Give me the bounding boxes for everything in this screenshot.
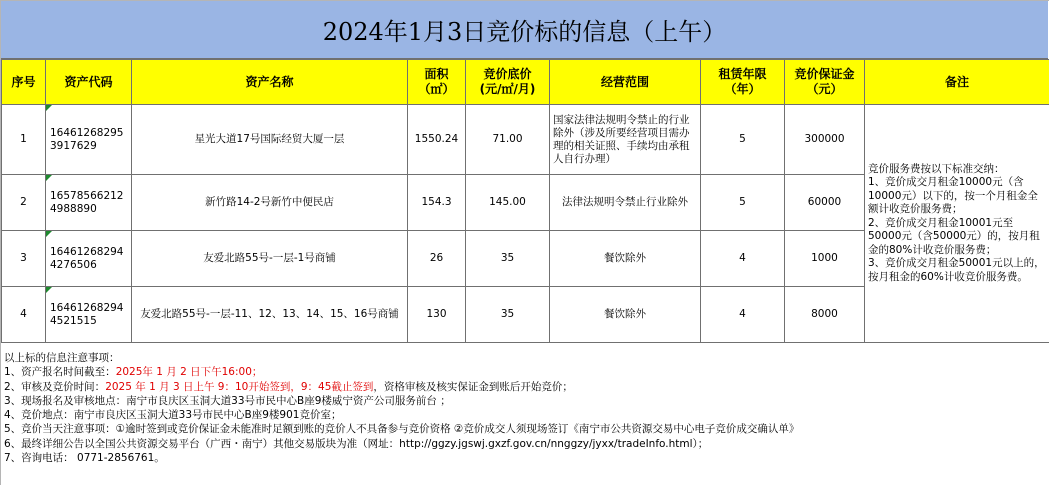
cell-scope: 餐饮除外	[550, 231, 701, 287]
header-row	[2, 60, 1049, 105]
cell-deposit: 8000	[785, 287, 865, 343]
cell-code[interactable]: 164612682953917629	[46, 105, 132, 175]
header-deposit: 竞价保证金 （元）	[785, 60, 865, 105]
cell-base-price: 35	[466, 231, 550, 287]
notes-section	[4, 351, 1044, 465]
cell-area: 154.3	[408, 175, 466, 231]
table-row	[2, 105, 1049, 175]
note-4: 4、竞价地点：南宁市良庆区玉洞大道33号市民中心B座9楼901竞价室；	[4, 409, 342, 422]
cell-scope: 法律法规明令禁止行业除外	[550, 175, 701, 231]
note-1-label: 1、资产报名时间截至：	[4, 366, 116, 379]
note-2-suffix: ，资格审核及核实保证金到账后开始竞价；	[373, 380, 573, 393]
cell-term: 4	[701, 231, 785, 287]
note-7: 7、咨询电话： 0771-2856761。	[4, 452, 165, 465]
cell-area: 130	[408, 287, 466, 343]
cell-name: 友爱北路55号-一层-1号商铺	[132, 231, 408, 287]
cell-deposit: 1000	[785, 231, 865, 287]
cell-remark: 竞价服务费按以下标准交纳： 1、竞价成交月租金10000元（含10000元）以下的，按一个月租金全额计收竞价服务费； 2、竞价成交月租金10001元至50000元（含50000元）的，按月租金的80%计收竞价服务费； 3、竞价成交月租金50001元以上的，按月租金的60%计收竞价服务费。	[865, 105, 1049, 343]
cell-no: 4	[2, 287, 46, 343]
header-code: 资产代码	[46, 60, 132, 105]
cell-no: 3	[2, 231, 46, 287]
cell-code[interactable]: 164612682944521515	[46, 287, 132, 343]
header-name: 资产名称	[132, 60, 408, 105]
header-remark: 备注	[865, 60, 1049, 105]
note-2-time: 2025 年 1 月 3 日上午 9：10开始签到，9：45截止签到	[105, 380, 374, 393]
cell-scope: 餐饮除外	[550, 287, 701, 343]
header-base-price: 竞价底价 (元/㎡/月)	[466, 60, 550, 105]
header-scope: 经营范围	[550, 60, 701, 105]
note-1-deadline: 2025年 1 月 2 日下午16:00；	[115, 366, 263, 379]
cell-term: 5	[701, 105, 785, 175]
cell-base-price: 71.00	[466, 105, 550, 175]
note-5: 5、竞价当天注意事项：①逾时签到或竞价保证金未能准时足额到账的竞价人不具备参与竞价资格 ②竞价成交人须现场签订《南宁市公共资源交易中心电子竞价成交确认单》	[4, 423, 800, 436]
header-term: 租赁年限 （年）	[701, 60, 785, 105]
auction-table	[1, 59, 1049, 343]
cell-code[interactable]: 164612682944276506	[46, 231, 132, 287]
cell-base-price: 145.00	[466, 175, 550, 231]
cell-area: 1550.24	[408, 105, 466, 175]
note-1	[4, 365, 1044, 379]
cell-term: 4	[701, 287, 785, 343]
header-area: 面积 （㎡）	[408, 60, 466, 105]
cell-area: 26	[408, 231, 466, 287]
cell-term: 5	[701, 175, 785, 231]
cell-name: 友爱北路55号-一层-11、12、13、14、15、16号商铺	[132, 287, 408, 343]
cell-no: 1	[2, 105, 46, 175]
notes-intro: 以上标的信息注意事项：	[4, 352, 120, 364]
cell-name: 新竹路14-2号新竹中便民店	[132, 175, 408, 231]
cell-no: 2	[2, 175, 46, 231]
header-no: 序号	[2, 60, 46, 105]
cell-code[interactable]: 165785662124988890	[46, 175, 132, 231]
cell-deposit: 300000	[785, 105, 865, 175]
note-2	[4, 380, 1044, 394]
page-title: 2024年1月3日竞价标的信息（上午）	[1, 1, 1048, 59]
cell-base-price: 35	[466, 287, 550, 343]
cell-scope: 国家法律法规明令禁止的行业除外（涉及所要经营项目需办理的相关证照、手续均由承租人自行办理）	[550, 105, 701, 175]
note-6[interactable]: 6、最终详细公告以全国公共资源交易平台（广西・南宁）其他交易版块为准（网址：http://ggzy.jgswj.gxzf.gov.cn/nnggzy/jyxx/tradeInfo.html）；	[4, 437, 709, 450]
cell-name: 星光大道17号国际经贸大厦一层	[132, 105, 408, 175]
cell-deposit: 60000	[785, 175, 865, 231]
note-3: 3、现场报名及审核地点：南宁市良庆区玉洞大道33号市民中心B座9楼威宁资产公司服务前台 ；	[4, 394, 451, 407]
note-2-label: 2、审核及竞价时间：	[4, 380, 106, 393]
